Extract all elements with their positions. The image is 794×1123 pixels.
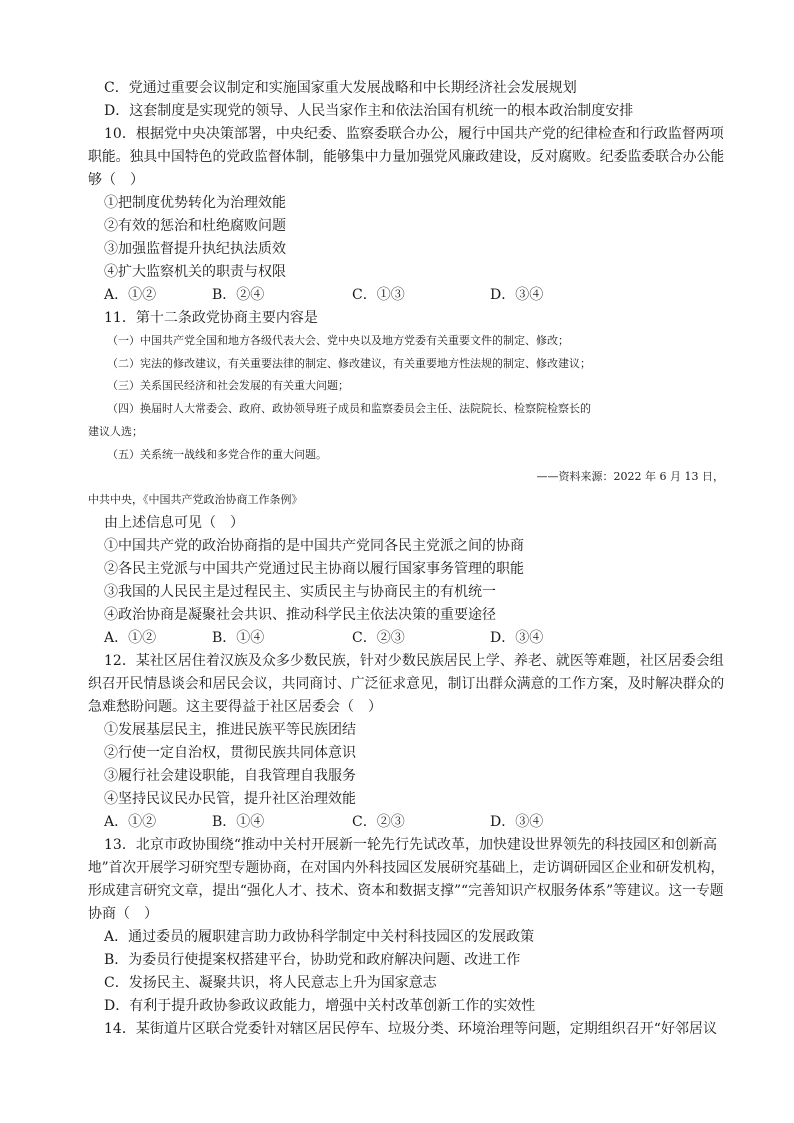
q12-option-b: B．①④ — [212, 814, 265, 830]
q12-option-d: D．③④ — [490, 814, 544, 830]
q11-quote-item-5: （五）关系统一战线和多党合作的重大问题。 — [107, 448, 327, 461]
q10-options — [104, 286, 604, 304]
q13-stem-line-4: 协商（ ） — [88, 906, 158, 922]
q11-statement-1: ①中国共产党的政治协商指的是中国共产党同各民主党派之间的协商 — [104, 538, 524, 554]
q11-option-d: D．③④ — [490, 630, 544, 646]
q12-statement-3: ③履行社会建设职能，自我管理自我服务 — [104, 768, 356, 784]
q11-option-c: C．②③ — [352, 630, 405, 646]
q14-stem-line-1: 14．某街道片区联合党委针对辖区居民停车、垃圾分类、环境治理等问题，定期组织召开“好邻居议 — [104, 1021, 717, 1037]
q13-option-b: B．为委员行使提案权搭建平台，协助党和政府解决问题、改进工作 — [104, 952, 521, 968]
q12-option-c: C．②③ — [352, 814, 405, 830]
q10-stem-line-2: 职能。独具中国特色的党政监督体制，能够集中力量加强党风廉政建设，反对腐败。纪委监委联合办公能 — [88, 149, 725, 165]
q13-option-a: A．通过委员的履职建言助力政协科学制定中关村科技园区的发展政策 — [104, 929, 535, 945]
q12-options — [104, 813, 604, 831]
q10-option-a: A．①② — [104, 287, 157, 303]
q13-option-d: D．有利于提升政协参政议政能力，增强中关村改革创新工作的实效性 — [104, 998, 536, 1014]
q11-quote-item-4: （四）换届时人大常委会、政府、政协领导班子成员和监察委员会主任、法院院长、检察院检察长的 — [107, 402, 591, 415]
q13-stem-line-2: 地”首次开展学习研究型专题协商，在对国内外科技园区发展研究基础上，走访调研园区企业和研发机构， — [88, 860, 725, 876]
q10-statement-4: ④扩大监察机关的职责与权限 — [104, 264, 286, 280]
q13-stem-line-1: 13．北京市政协围绕“推动中关村开展新一轮先行先试改革，加快建设世界领先的科技园区和创新高 — [104, 837, 717, 853]
q10-stem-line-3: 够（ ） — [88, 172, 144, 188]
q11-options — [104, 629, 604, 647]
q12-stem-line-3: 急难愁盼问题。这主要得益于社区居委会（ ） — [88, 699, 382, 715]
q11-quote-item-3: （三）关系国民经济和社会发展的有关重大问题； — [107, 379, 349, 392]
q12-option-a: A．①② — [104, 814, 157, 830]
q10-option-b: B．②④ — [212, 287, 265, 303]
q10-option-d: D．③④ — [490, 287, 544, 303]
q12-stem-line-2: 织召开民情恳谈会和居民会议，共同商讨、广泛征求意见，制订出群众满意的工作方案，及时解决群众的 — [88, 676, 725, 692]
q11-statement-2: ②各民主党派与中国共产党通过民主协商以履行国家事务管理的职能 — [104, 561, 524, 577]
q10-stem-line-1: 10．根据党中央决策部署，中央纪委、监察委联合办公，履行中国共产党的纪律检查和行政监督两项 — [104, 126, 724, 142]
q11-source-cont: 中共中央，《中国共产党政治协商工作条例》 — [88, 493, 303, 506]
q10-statement-1: ①把制度优势转化为治理效能 — [104, 195, 286, 211]
q10-option-c: C．①③ — [352, 287, 405, 303]
q12-statement-2: ②行使一定自治权，贯彻民族共同体意识 — [104, 745, 356, 761]
q11-quote-item-1: （一）中国共产党全国和地方各级代表大会、党中央以及地方党委有关重要文件的制定、修改； — [107, 334, 569, 347]
q11-quote-item-4-cont: 建议人选； — [88, 425, 143, 438]
q11-prompt: 由上述信息可见（ ） — [104, 515, 244, 531]
q9-option-c: C．党通过重要会议制定和实施国家重大发展战略和中长期经济社会发展规划 — [104, 80, 577, 96]
q11-stem: 11．第十二条政党协商主要内容是 — [104, 310, 318, 326]
q13-stem-line-3: 形成建言研究文章，提出“强化人才、技术、资本和数据支撑”“完善知识产权服务体系”等建议。这一专题 — [88, 883, 724, 899]
q10-statement-3: ③加强监督提升执纪执法质效 — [104, 241, 286, 257]
q9-option-d: D．这套制度是实现党的领导、人民当家作主和依法治国有机统一的根本政治制度安排 — [104, 103, 634, 119]
q11-statement-4: ④政治协商是凝聚社会共识、推动科学民主依法决策的重要途径 — [104, 607, 496, 623]
q11-option-b: B．①④ — [212, 630, 265, 646]
q12-statement-1: ①发展基层民主，推进民族平等民族团结 — [104, 722, 356, 738]
q11-quote-item-2: （二）宪法的修改建议，有关重要法律的制定、修改建议，有关重要地方性法规的制定、修改建议； — [107, 357, 591, 370]
q10-statement-2: ②有效的惩治和杜绝腐败问题 — [104, 218, 286, 234]
q12-statement-4: ④坚持民议民办民管，提升社区治理效能 — [104, 791, 356, 807]
q11-source: ——资料来源：2022 年 6 月 13 日， — [536, 470, 724, 483]
q11-option-a: A．①② — [104, 630, 157, 646]
q13-option-c: C．发扬民主、凝聚共识，将人民意志上升为国家意志 — [104, 975, 437, 991]
q12-stem-line-1: 12．某社区居住着汉族及众多少数民族，针对少数民族居民上学、养老、就医等难题，社区居委会组 — [104, 653, 724, 669]
q11-statement-3: ③我国的人民民主是过程民主、实质民主与协商民主的有机统一 — [104, 584, 496, 600]
